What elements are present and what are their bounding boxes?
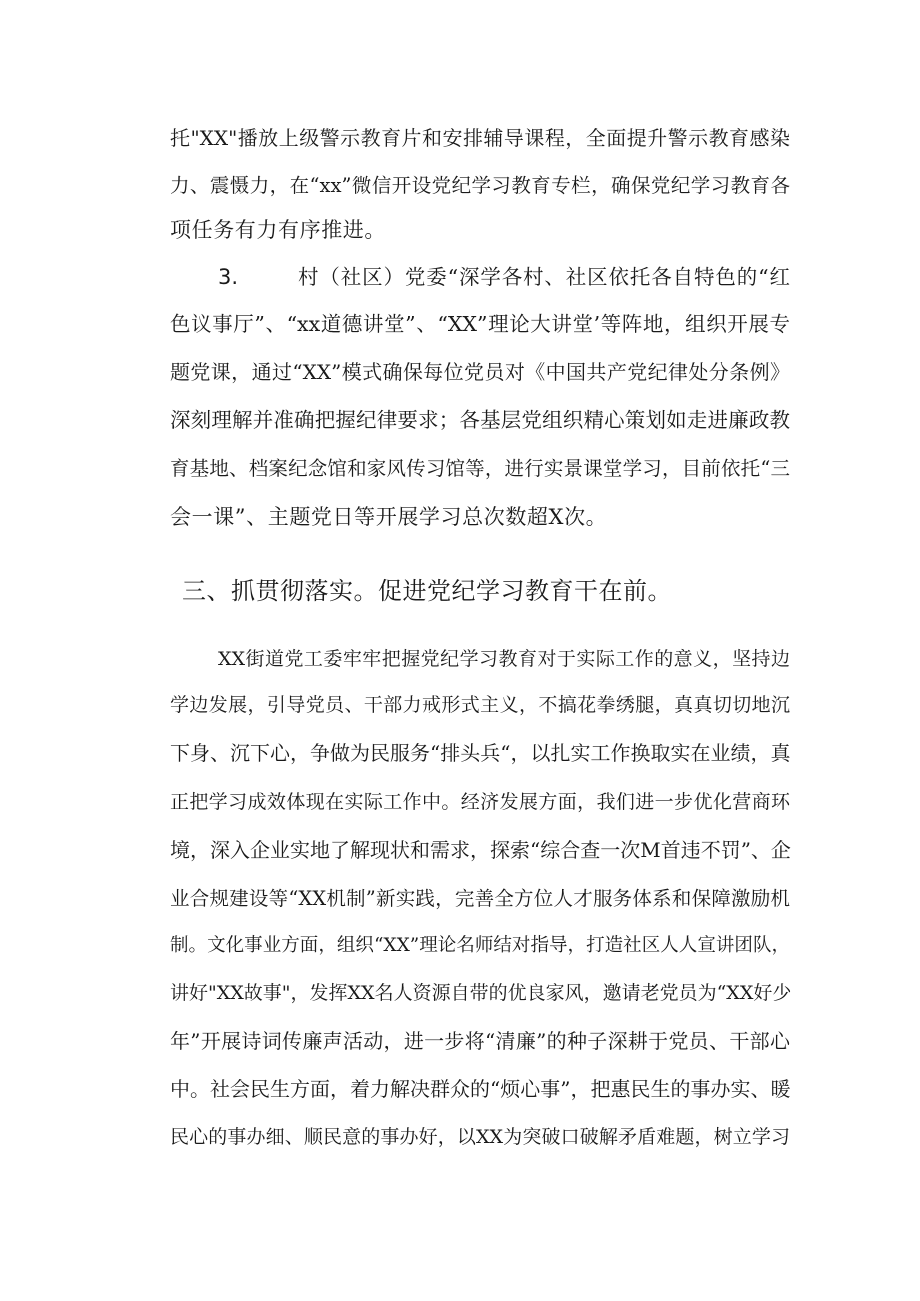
list-item-line: 育基地、档案纪念馆和家风传习馆等，进行实景课堂学习，目前依托“三 <box>170 457 790 480</box>
list-item-line: 深刻理解并准确把握纪律要求；各基层党组织精心策划如走进廉政教 <box>170 408 790 432</box>
list-item-line: 题党课，通过“XX”模式确保每位党员对《中国共产党纪律处分条例》 <box>170 360 790 384</box>
paragraph-line: 年”开展诗词传廉声活动，进一步将“清廉”的种子深耕于党员、干部心 <box>170 1029 790 1053</box>
paragraph-line: 项任务有力有序推进。 <box>170 218 386 242</box>
paragraph-line: 制。文化事业方面，组织“XX”理论名师结对指导，打造社区人人宣讲团队， <box>170 935 790 956</box>
paragraph-line: 境，深入企业实地了解现状和需求，探索“综合查一次M首违不罚”、企 <box>170 838 791 862</box>
paragraph-line: XX街道党工委牢牢把握党纪学习教育对于实际工作的意义，坚持边 <box>218 648 790 670</box>
paragraph-line: 下身、沉下心，争做为民服务“排头兵“，以扎实工作换取实在业绩，真 <box>170 741 791 765</box>
paragraph-line: 中。社会民生方面，着力解决群众的“烦心事”，把惠民生的事办实、暖 <box>170 1077 791 1101</box>
paragraph-line: 业合规建设等“XX机制”新实践，完善全方位人才服务体系和保障激励机 <box>170 887 790 910</box>
list-item-line: 会一课”、主题党日等开展学习总次数超X次。 <box>170 505 608 529</box>
list-item-line: 色议事厅”、“xx道德讲堂”、“XX”理论大讲堂’等阵地，组织开展专 <box>170 312 790 336</box>
paragraph-line: 托"XX"播放上级警示教育片和安排辅导课程，全面提升警示教育感染 <box>170 126 790 150</box>
paragraph-line: 学边发展，引导党员、干部力戒形式主义，不搞花拳绣腿，真真切切地沉 <box>170 694 790 716</box>
paragraph-line: 力、震慑力，在“xx”微信开设党纪学习教育专栏，确保党纪学习教育各 <box>170 174 790 197</box>
list-item-line: 村（社区）党委“深学各村、社区依托各自特色的“红 <box>298 265 790 289</box>
section-heading: 三、抓贯彻落实。促进党纪学习教育干在前。 <box>182 577 672 605</box>
list-item-number: 3. <box>218 265 239 289</box>
paragraph-line: 讲好"XX故事"，发挥XX名人资源自带的优良家风，邀请老党员为“XX好少 <box>170 982 792 1004</box>
paragraph-line: 民心的事办细、顺民意的事办好，以XX为突破口破解矛盾难题，树立学习 <box>170 1126 790 1148</box>
paragraph-line: 正把学习成效体现在实际工作中。经济发展方面，我们进一步优化营商环 <box>170 791 790 813</box>
